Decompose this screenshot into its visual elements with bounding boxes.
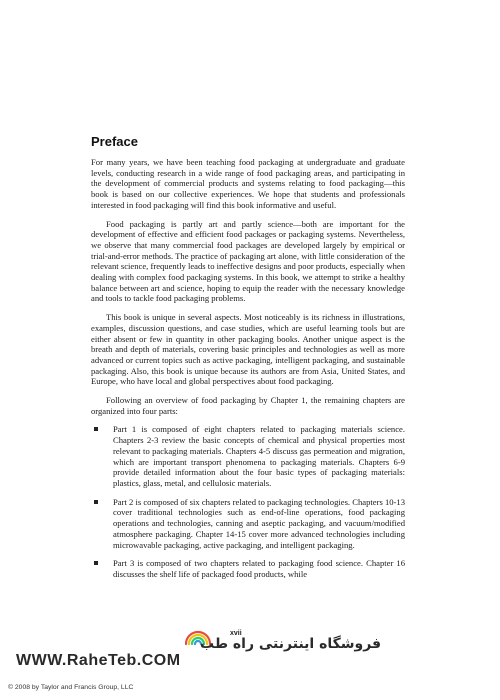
square-bullet-icon — [94, 561, 98, 565]
paragraph-4: Following an overview of food packaging by Chapter 1, the remaining chapters are organized into four parts: — [91, 395, 405, 416]
square-bullet-icon — [94, 427, 98, 431]
parts-list — [91, 424, 405, 579]
watermark-url: WWW.RaheTeb.COM — [16, 652, 181, 669]
paragraph-3: This book is unique in several aspects. Most noticeably is its richness in illustrations, examples, discussion questions, and case studies, which are useful learning tools but are either absent or few in quantity in other packaging books. Another unique aspect is the breath and depth of materials, covering basic principles and technologies as well as more advanced or current topics such as active packaging, intelligent packaging, and sustainable packaging. Also, this book is unique because its authors are from Asia, United States, and Europe, who have local and global perspectives about food packaging. — [91, 312, 405, 387]
list-item-text: Part 1 is composed of eight chapters related to packaging materials science. Chapters 2-3 review the basic concepts of chemical and physical properties most relevant to packaging materials. Chapters 4-5 discuss gas permeation and migration, which are important transport phenomena to packaging materials. Chapters 6-9 provide detailed information about the four basic types of packaging materials: plastics, glass, metal, and cellulosic materials. — [113, 424, 405, 488]
preface-content — [91, 134, 405, 588]
list-item-part-1 — [91, 424, 405, 488]
square-bullet-icon — [94, 500, 98, 504]
paragraph-1: For many years, we have been teaching food packaging at undergraduate and graduate levels, conducting research in a wide range of food packaging areas, and participating in the development of commercial products and systems relating to food packaging—this book is based on our collective experiences. We hope that students and professionals interested in food packaging will find this book informative and useful. — [91, 157, 405, 210]
paragraph-2: Food packaging is partly art and partly science—both are important for the development of effective and efficient food packages or packaging systems. Nevertheless, we observe that many commercial food packages are developed largely by empirical or trial-and-error methods. The practice of packaging art alone, with little consideration of the relevant science, frequently leads to ineffective designs and poor products, especially when dealing with complex food packaging systems. In this book, we attempt to strike a healthy balance between art and science, hoping to equip the reader with the necessary knowledge and tools to tackle food packaging problems. — [91, 218, 405, 304]
copyright-notice: © 2008 by Taylor and Francis Group, LLC — [8, 684, 134, 691]
list-item-text: Part 2 is composed of six chapters related to packaging technologies. Chapters 10-13 cover traditional technologies such as end-of-line operations, food packaging operations and technologies, canning and aseptic packaging, and vacuum/modified atmosphere packaging. Chapter 14-15 cover more advanced technologies including microwavable packaging, active packaging, and intelligent packaging. — [113, 496, 405, 550]
list-item-part-2 — [91, 497, 405, 551]
page-title: Preface — [91, 134, 138, 149]
page-number: xvii — [230, 630, 242, 637]
list-item-text: Part 3 is composed of two chapters related to packaging food science. Chapter 16 discusses the shelf life of packaged food products, while — [113, 558, 405, 579]
list-item-part-3 — [91, 558, 405, 579]
watermark-persian-text: فروشگاه اینترنتی راه طب — [200, 636, 382, 652]
